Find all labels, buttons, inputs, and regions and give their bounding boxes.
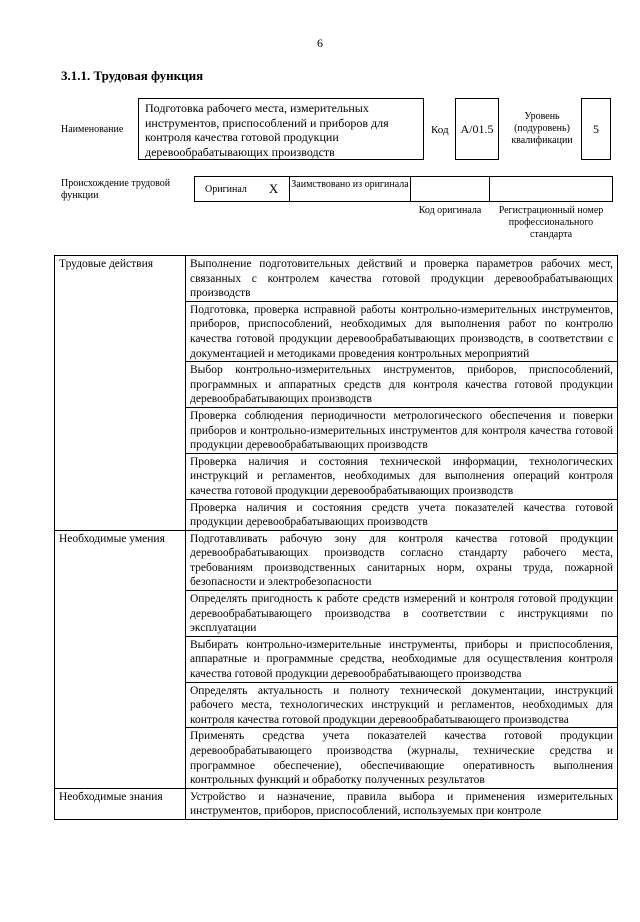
item-cell: Проверка соблюдения периодичности метрологического обеспечения и поверки приборов и контрольно-измерительных инструментов для контроля качества готовой продукции деревообрабатывающих производств [186,407,618,453]
item-cell: Выбор контрольно-измерительных инструментов, приборов, приспособлений, программных и аппаратных средств для контроля качества готовой продукции деревообрабатывающих производств [186,362,618,408]
name-label: Наименование [61,124,124,135]
table-row [55,788,618,819]
reg-number-cell [489,176,613,202]
function-name-box: Подготовка рабочего места, измерительных инструментов, приспособлений и приборов для контроля качества готовой продукции деревообрабатывающих производств [138,98,424,160]
item-cell: Определять пригодность к работе средств измерений и контроля готовой продукции деревообрабатывающего производства в соответствии с инструкциями по эксплуатации [186,591,618,637]
page-number: 6 [317,36,323,50]
item-cell: Проверка наличия и состояния средств учета показателей качества готовой продукции деревообрабатывающих производств [186,499,618,530]
item-cell: Выполнение подготовительных действий и проверка параметров рабочих мест, связанных с контролем качества готовой продукции деревообрабатывающих производств [186,256,618,302]
item-cell: Подготавливать рабочую зону для контроля качества готовой продукции деревообрабатывающих производств согласно стандарту рабочего места, требованиям производственных санитарных норм, охраны труда, пожарной безопасности и электробезопасности [186,530,618,590]
table-row [55,256,618,302]
level-box: 5 [581,98,611,160]
borrowed-cell: Заимствовано из оригинала [289,176,411,202]
item-cell: Определять актуальность и полноту технической документации, инструкций рабочего места, технологических инструкций и регламентов, необходимых для контроля качества готовой продукции деревообрабатывающего производства [186,682,618,728]
code-original-label: Код оригинала [418,205,482,216]
code-original-cell [410,176,490,202]
item-cell: Проверка наличия и состояния технической информации, технологических инструкций и регламентов, необходимых для выполнения операций контроля качества готовой продукции деревообрабатывающих производств [186,453,618,499]
category-cell: Необходимые знания [55,788,186,819]
origin-row [195,176,615,202]
function-table [54,255,618,820]
original-cell [194,176,290,202]
original-label: Оригинал [205,183,247,195]
item-cell: Подготовка, проверка исправной работы контрольно-измерительных инструментов, приборов, приспособлений, необходимых для выполнения работ по контролю качества готовой продукции деревообрабатывающих производств, в соответствии с документацией и методиками проведения контрольных мероприятий [186,301,618,361]
section-title: 3.1.1. Трудовая функция [61,68,204,83]
table-row [55,530,618,590]
item-cell: Устройство и назначение, правила выбора и применения измерительных инструментов, приборов, приспособлений, используемых при контроле [186,788,618,819]
category-cell: Трудовые действия [55,256,186,531]
reg-number-label: Регистрационный номер профессионального стандарта [498,205,604,240]
level-label: Уровень (подуровень) квалификации [511,111,573,146]
original-mark: X [268,181,279,196]
item-cell: Выбирать контрольно-измерительные инструменты, приборы и приспособления, аппаратные и программные средства, необходимые для осуществления контроля качества готовой продукции деревообрабатывающего производства [186,636,618,682]
code-box: A/01.5 [455,98,499,160]
code-label: Код [431,124,449,136]
origin-label: Происхождение трудовой функции [61,178,171,201]
item-cell: Применять средства учета показателей качества готовой продукции деревообрабатывающего производства (журналы, технические средства и программное обеспечение), обеспечивающие оперативность выполнения контрольных функций и обработку полученных результатов [186,728,618,788]
category-cell: Необходимые умения [55,530,186,788]
